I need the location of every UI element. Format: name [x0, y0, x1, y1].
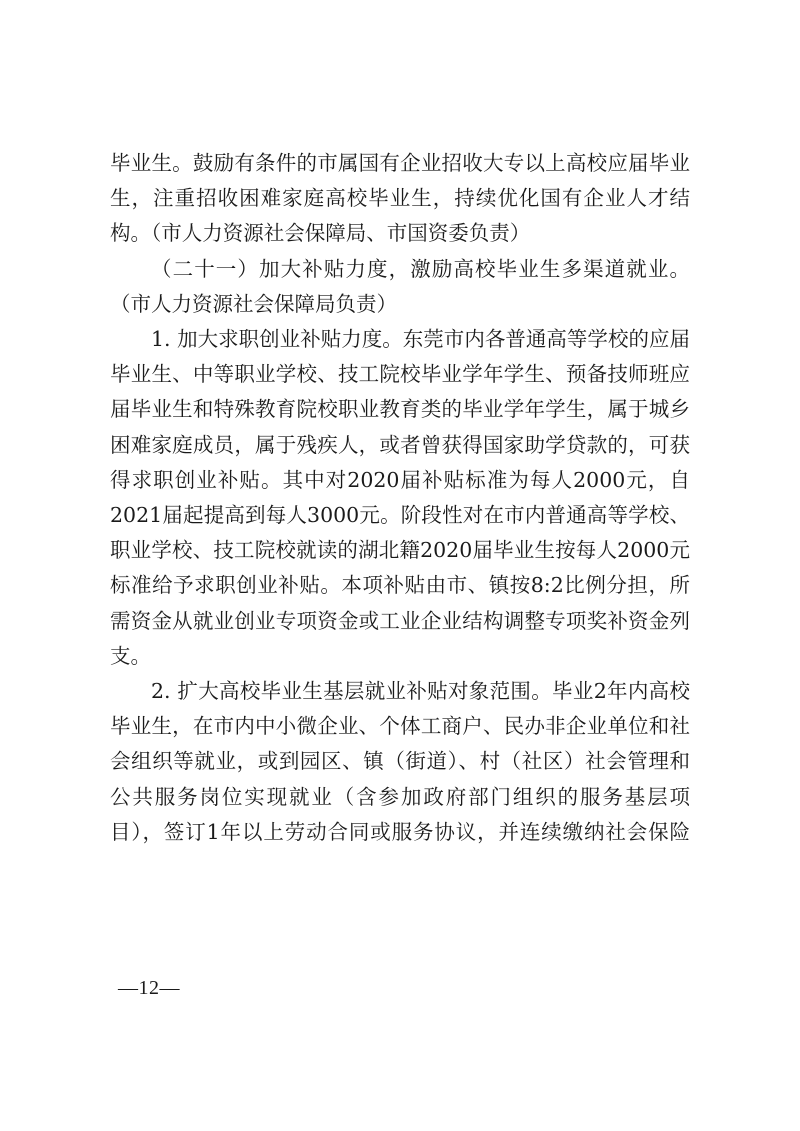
paragraph-section-21: （二十一）加大补贴力度，激励高校毕业生多渠道就业。（市人力资源社会保障局负责）	[110, 256, 690, 316]
paragraph-item-1: 1. 加大求职创业补贴力度。东莞市内各普通高等学校的应届毕业生、中等职业学校、技工院校毕业学年学生、预备技师班应届毕业生和特殊教育院校职业教育类的毕业学年学生，属于城乡困难家庭成员，属于残疾人，或者曾获得国家助学贷款的，可获得求职创业补贴。其中对2020届补贴标准为每人2000元，自2021届起提高到每人3000元。阶段性对在市内普通高等学校、职业学校、技工院校就读的湖北籍2020届毕业生按每人2000元标准给予求职创业补贴。本项补贴由市、镇按8:2比例分担，所需资金从就业创业专项资金或工业企业结构调整专项奖补资金列支。	[110, 327, 690, 668]
paragraph-continuation: 毕业生。鼓励有条件的市属国有企业招收大专以上高校应届毕业生，注重招收困难家庭高校毕业生，持续优化国有企业人才结构。（市人力资源社会保障局、市国资委负责）	[110, 151, 690, 246]
document-body	[110, 146, 690, 850]
page-number: —12—	[118, 977, 180, 999]
paragraph-item-2: 2. 扩大高校毕业生基层就业补贴对象范围。毕业2年内高校毕业生，在市内中小微企业、个体工商户、民办非企业单位和社会组织等就业，或到园区、镇（街道）、村（社区）社会管理和公共服务岗位实现就业（含参加政府部门组织的服务基层项目），签订1年以上劳动合同或服务协议，并连续缴纳社会保险	[110, 679, 690, 844]
